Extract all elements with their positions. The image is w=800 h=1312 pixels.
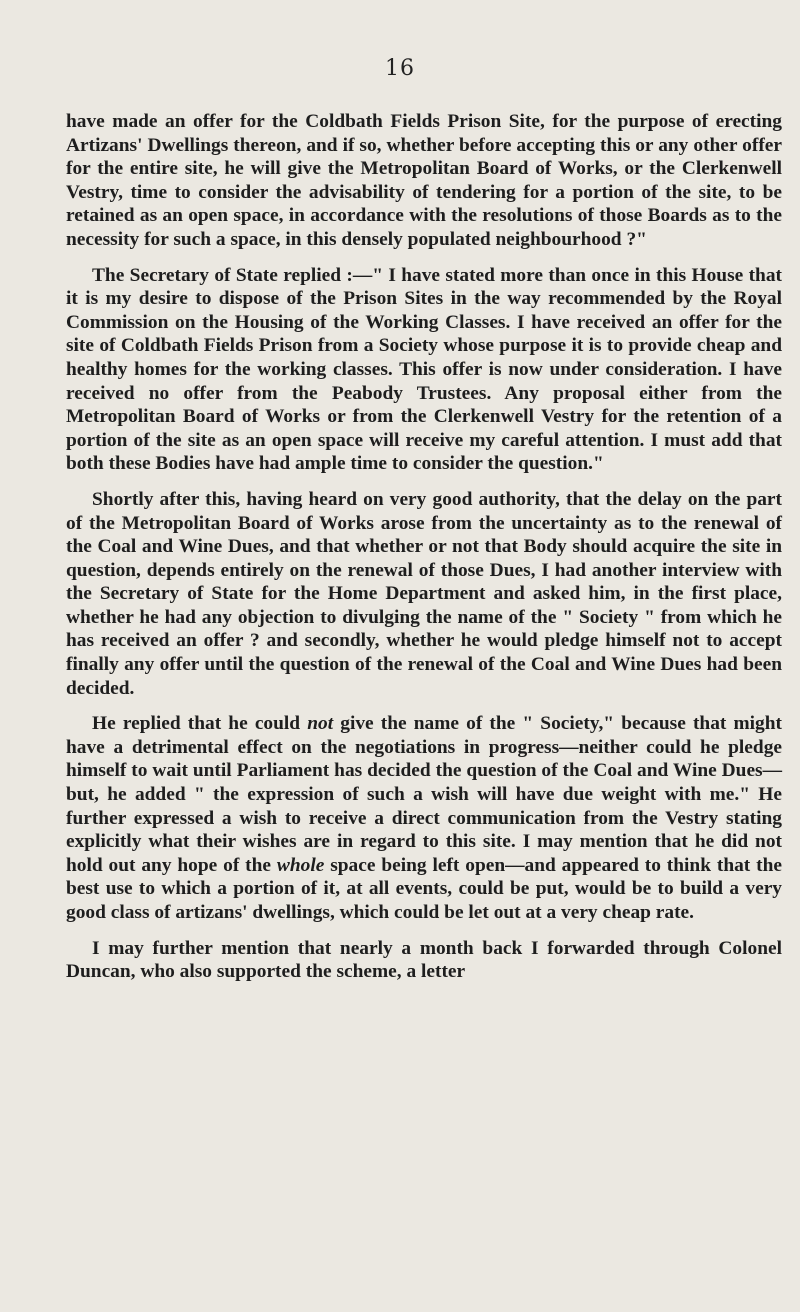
paragraph-3: Shortly after this, having heard on very good authority, that the delay on the part of the Metropolitan Board of Works arose from the uncertainty as to the renewal of the Coal and Wine Dues, and that whether or not that Body should acquire the site in question, depends entirely on the renewal of those Dues, I had another interview with the Secretary of State for the Home Department and asked him, in the first place, whether he had any objection to divulging the name of the " Society " from which he has received an offer ? and secondly, whether he would pledge himself not to accept finally any offer until the question of the renewal of the Coal and Wine Dues had been decided. [66, 488, 782, 699]
paragraph-2: The Secretary of State replied :—" I have stated more than once in this House that it is my desire to dispose of the Prison Sites in the way recommended by the Royal Commission on the Housing of the Working Classes. I have received an offer for the site of Coldbath Fields Prison from a Society whose purpose it is to provide cheap and healthy homes for the working classes. This offer is now under consideration. I have received no offer from the Peabody Trustees. Any proposal either from the Metropolitan Board of Works or from the Clerkenwell Vestry for the retention of a portion of the site as an open space will receive my careful attention. I must add that both these Bodies have had ample time to consider the question." [66, 264, 782, 475]
paragraph-5: I may further mention that nearly a month back I forwarded through Colonel Duncan, who also supported the scheme, a letter [66, 937, 782, 983]
paragraph-4-part-1: He replied that he could [92, 713, 308, 735]
paragraph-4-part-3: space being left open—and appeared to think that the best use to which a portion of it, at all events, could be put, would be to build a very good class of artizans' dwellings, which could be let out at a very cheap rate. [66, 854, 782, 923]
emphasis-whole: whole [276, 854, 325, 876]
paragraph-4 [66, 712, 782, 924]
body-text [66, 110, 782, 996]
paragraph-1: have made an offer for the Coldbath Fields Prison Site, for the purpose of erecting Artizans' Dwellings thereon, and if so, whether before accepting this or any other offer for the entire site, he will give the Metropolitan Board of Works, or the Clerkenwell Vestry, time to consider the advisability of tendering for a portion of the site, to be retained as an open space, in accordance with the resolutions of those Boards as to the necessity for such a space, in this densely populated neighbourhood ?" [66, 111, 782, 250]
page-number: 16 [385, 56, 415, 81]
emphasis-not: not [307, 713, 334, 735]
paragraph-4-part-2: give the name of the " Society," because that might have a detrimental effect on the negotiations in progress—neither could he pledge himself to wait until Parliament has decided the question of the Coal and Wine Dues—but, he added " the expression of such a wish will have due weight with me." He further expressed a wish to receive a direct communication from the Vestry stating explicitly what their wishes are in regard to this site. I may mention that he did not hold out any hope of the [66, 713, 782, 876]
